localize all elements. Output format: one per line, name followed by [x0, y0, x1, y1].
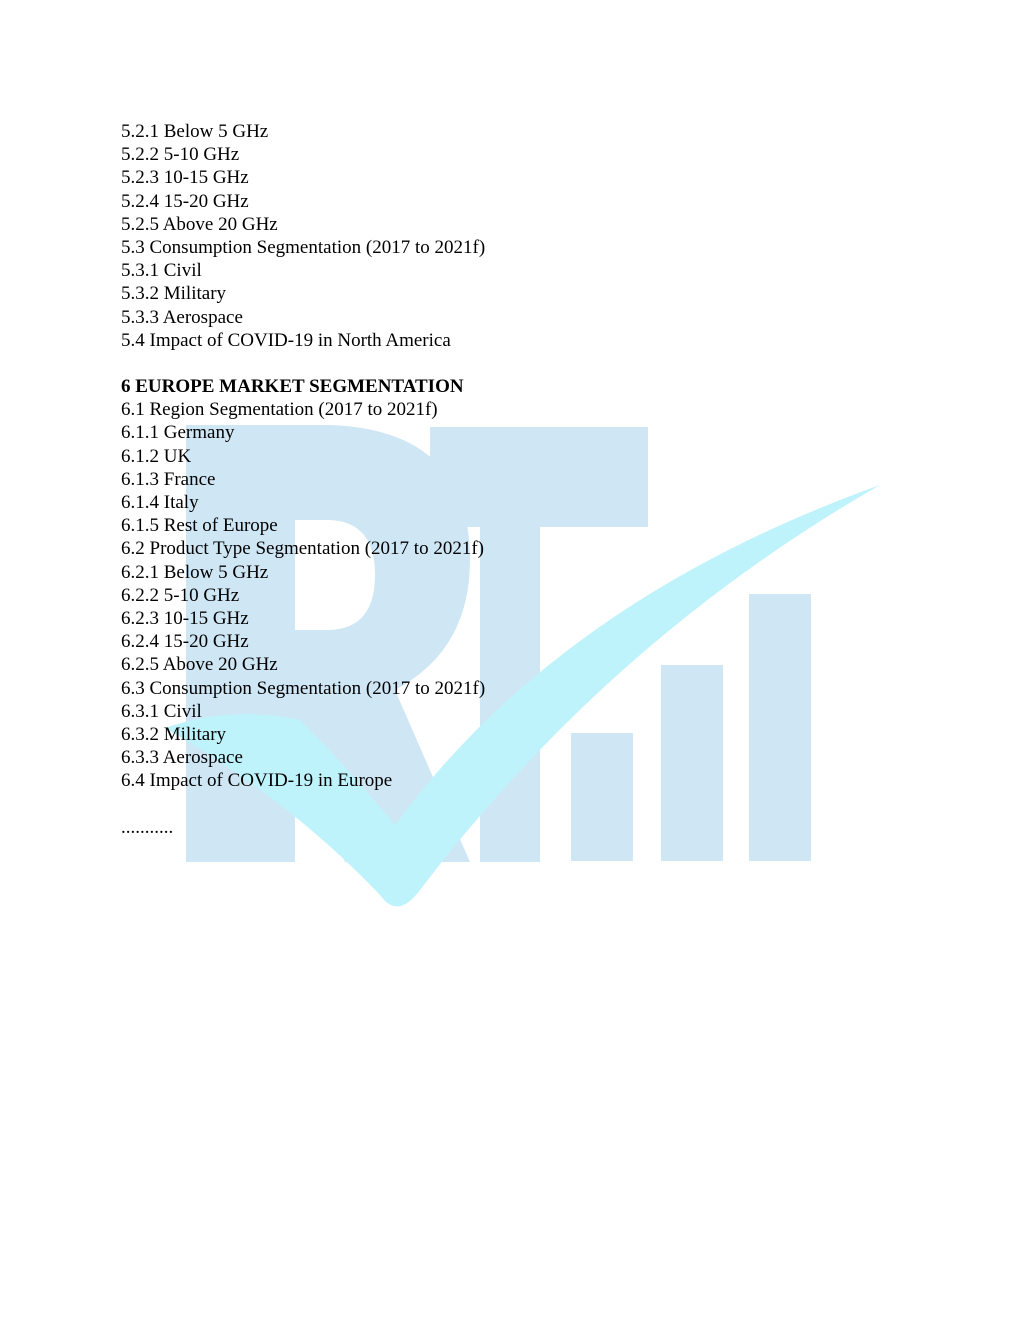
toc-line: 5.3.3 Aerospace [121, 306, 243, 328]
toc-line: 6.2.4 15-20 GHz [121, 631, 249, 653]
toc-line: 6.2.3 10-15 GHz [121, 608, 249, 630]
toc-line: 5.2.4 15-20 GHz [121, 190, 249, 212]
toc-line: 5.2.1 Below 5 GHz [121, 121, 269, 142]
toc-line: 6.1.4 Italy [121, 492, 199, 514]
toc-line: 5.2.3 10-15 GHz [121, 167, 249, 189]
toc-line: 6.3.1 Civil [121, 700, 202, 722]
toc-line: 6.4 Impact of COVID-19 in Europe [121, 770, 393, 792]
toc-line: 5.2.2 5-10 GHz [121, 144, 240, 166]
toc-line: 6.2.5 Above 20 GHz [121, 654, 278, 676]
toc-line: 5.4 Impact of COVID-19 in North America [121, 329, 451, 351]
section-gap [121, 793, 485, 816]
toc-line: 6.2.2 5-10 GHz [121, 584, 240, 606]
toc-line: 6.2.1 Below 5 GHz [121, 561, 269, 583]
toc-line: 6.1.1 Germany [121, 422, 235, 444]
toc-line: 6.1 Region Segmentation (2017 to 2021f) [121, 399, 438, 421]
section-gap [121, 352, 485, 375]
section-6-list [121, 398, 485, 792]
toc-line: 5.3.1 Civil [121, 260, 202, 282]
toc-line: 6.3.2 Military [121, 724, 227, 746]
document-body [121, 120, 485, 839]
toc-line: 5.3.2 Military [121, 283, 227, 305]
toc-line: 6.3 Consumption Segmentation (2017 to 2021f) [121, 677, 486, 699]
toc-line: 6.2 Product Type Segmentation (2017 to 2021f) [121, 538, 484, 560]
toc-line: 6.3.3 Aerospace [121, 747, 243, 769]
section-6-heading: 6 EUROPE MARKET SEGMENTATION [121, 376, 464, 398]
section-5-list [121, 120, 485, 352]
toc-line: 6.1.2 UK [121, 445, 192, 467]
toc-line: 6.1.3 France [121, 468, 216, 490]
toc-line: 6.1.5 Rest of Europe [121, 515, 278, 537]
continuation-ellipsis: ........... [121, 816, 174, 838]
toc-line: 5.3 Consumption Segmentation (2017 to 2021f) [121, 237, 486, 259]
toc-line: 5.2.5 Above 20 GHz [121, 213, 278, 235]
